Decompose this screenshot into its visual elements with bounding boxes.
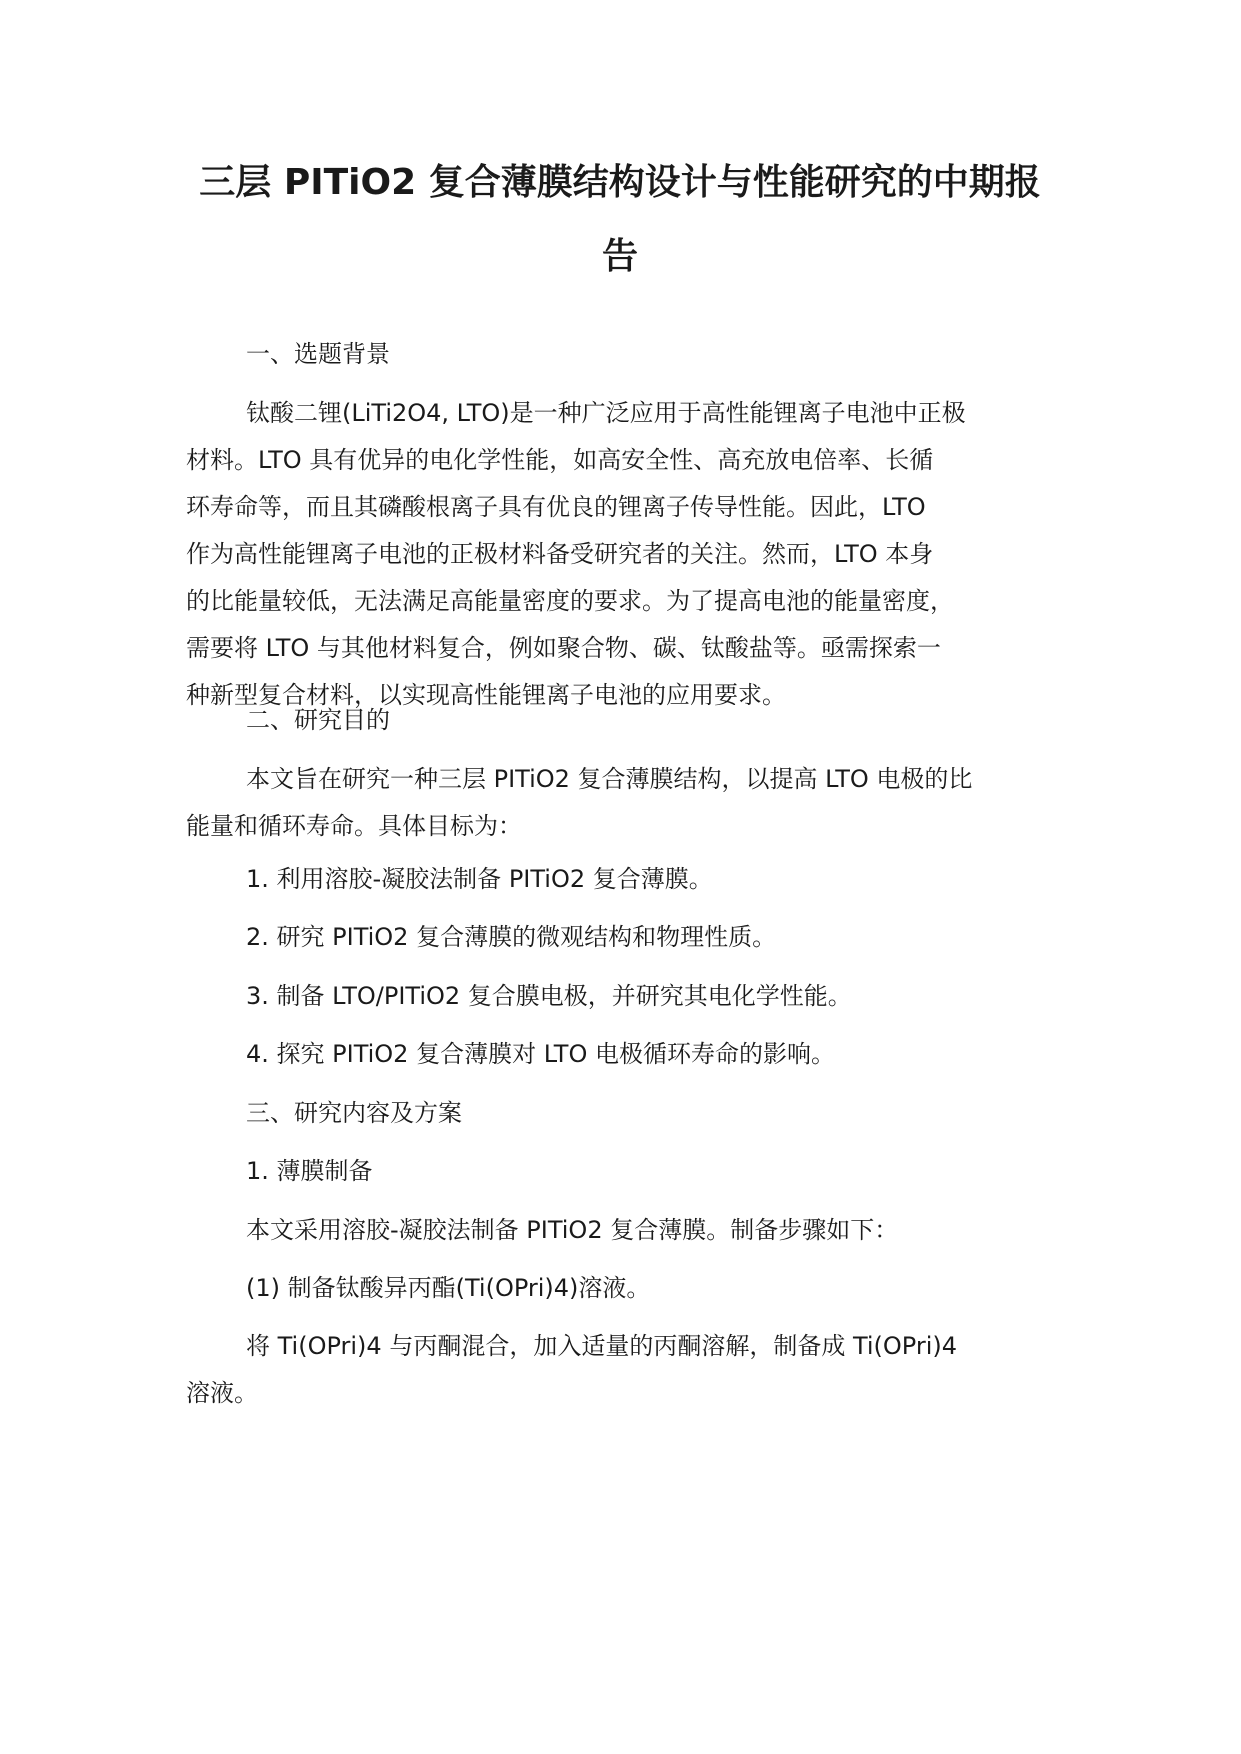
paragraph-line: 将 Ti(OPri)4 与丙酮混合，加入适量的丙酮溶解，制备成 Ti(OPri)4 [246, 1332, 958, 1360]
paragraph-line: 材料。LTO 具有优异的电化学性能，如高安全性、高充放电倍率、长循 [186, 446, 934, 474]
section-1-paragraph [186, 390, 1066, 719]
paragraph-line: 作为高性能锂离子电池的正极材料备受研究者的关注。然而，LTO 本身 [186, 540, 934, 568]
goal-item-2: 2. 研究 PITiO2 复合薄膜的微观结构和物理性质。 [246, 923, 777, 951]
paragraph-line: 环寿命等，而且其磷酸根离子具有优良的锂离子传导性能。因此，LTO [186, 493, 926, 521]
document-title-line-2: 告 [601, 236, 638, 277]
section-1-heading: 一、选题背景 [246, 340, 390, 368]
paragraph-line: 溶液。 [186, 1379, 258, 1407]
paragraph-line: 需要将 LTO 与其他材料复合，例如聚合物、碳、钛酸盐等。亟需探索一 [186, 634, 941, 662]
section-2-heading: 二、研究目的 [246, 706, 390, 734]
paragraph-line: 钛酸二锂(LiTi2O4, LTO)是一种广泛应用于高性能锂离子电池中正极 [246, 399, 966, 427]
method-intro: 本文采用溶胶-凝胶法制备 PITiO2 复合薄膜。制备步骤如下： [246, 1216, 899, 1244]
goal-item-4: 4. 探究 PITiO2 复合薄膜对 LTO 电极循环寿命的影响。 [246, 1040, 835, 1068]
document-title-line-1: 三层 PITiO2 复合薄膜结构设计与性能研究的中期报 [199, 162, 1041, 203]
section-2-paragraph [186, 756, 1066, 850]
paragraph-line: 的比能量较低，无法满足高能量密度的要求。为了提高电池的能量密度， [186, 587, 954, 615]
subsection-heading: 1. 薄膜制备 [246, 1157, 373, 1185]
paragraph-line: 种新型复合材料，以实现高性能锂离子电池的应用要求。 [186, 681, 786, 709]
goal-item-3: 3. 制备 LTO/PITiO2 复合膜电极，并研究其电化学性能。 [246, 982, 852, 1010]
step-1-detail [186, 1323, 1066, 1417]
goal-item-1: 1. 利用溶胶-凝胶法制备 PITiO2 复合薄膜。 [246, 865, 713, 893]
paragraph-line: 能量和循环寿命。具体目标为： [186, 812, 522, 840]
paragraph-line: 本文旨在研究一种三层 PITiO2 复合薄膜结构，以提高 LTO 电极的比 [246, 765, 973, 793]
section-3-heading: 三、研究内容及方案 [246, 1099, 462, 1127]
step-1: (1) 制备钛酸异丙酯(Ti(OPri)4)溶液。 [246, 1274, 651, 1302]
